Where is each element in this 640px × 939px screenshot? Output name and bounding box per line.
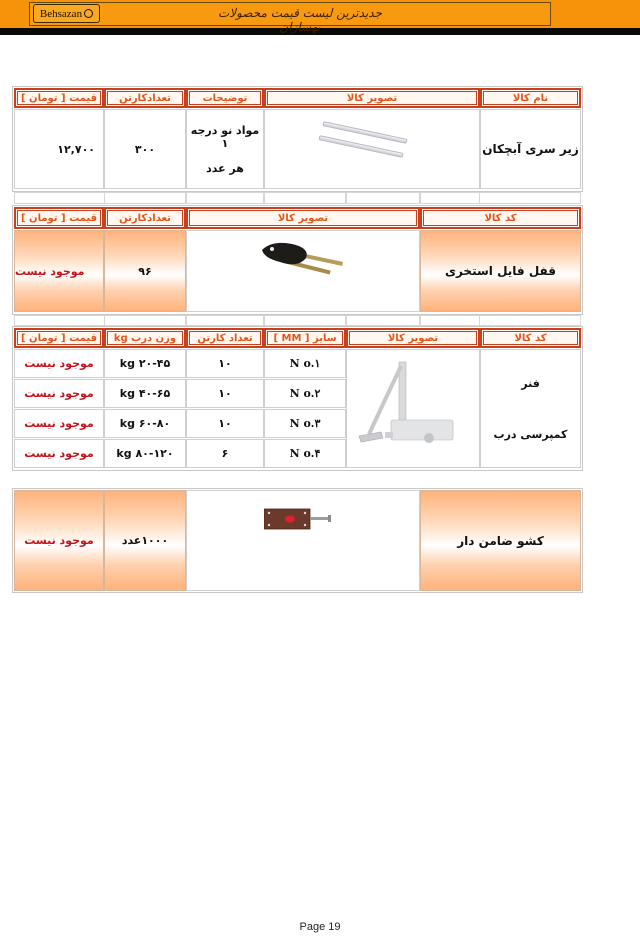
carton-count-cell [104, 230, 186, 312]
spacer-cell [346, 192, 420, 204]
price-cell [14, 230, 104, 312]
size-value: N o.۳ [289, 417, 321, 430]
logo-gear-icon [84, 9, 93, 18]
header-label: قیمت [ تومان ] [21, 92, 98, 104]
carton-count-value: ۱۰ [218, 387, 232, 400]
description-line: هر عدد [206, 161, 244, 175]
out-of-stock-label: موجود نیست [24, 534, 94, 547]
header-label: وزن درب kg [113, 332, 177, 344]
carton-count-value: ۳۰۰ [134, 142, 156, 156]
logo-text: Behsazan [39, 7, 83, 20]
weight-cell [104, 409, 186, 438]
header-carton-count [104, 88, 186, 108]
header-code [480, 328, 581, 348]
header-label: قیمت [ تومان ] [21, 212, 98, 224]
carton-count-value: ۱۰ [218, 417, 232, 430]
description-cell [186, 109, 264, 189]
header-price [14, 207, 104, 229]
spacer-cell [264, 315, 346, 326]
spacer-cell [104, 192, 186, 204]
product-name-line: کمپرسی درب [493, 427, 568, 441]
spacer-cell [420, 315, 480, 326]
header-carton-count [104, 207, 186, 229]
weight-value: ۴۰-۶۵ kg [119, 387, 171, 400]
price-cell [14, 409, 104, 438]
spacer-cell [186, 315, 264, 326]
header-image [186, 207, 420, 229]
image-cell [186, 490, 420, 591]
carton-count-cell [104, 109, 186, 189]
header-name [480, 88, 581, 108]
header-label: نام کالا [512, 92, 549, 104]
price-cell [14, 349, 104, 378]
carton-count-cell [186, 409, 264, 438]
carton-count-cell [186, 349, 264, 378]
weight-value: ۸۰-۱۲۰ kg [116, 447, 174, 460]
weight-cell [104, 379, 186, 408]
size-value: N o.۱ [289, 357, 321, 370]
header-image [264, 88, 480, 108]
spacer-cell [346, 315, 420, 326]
price-cell [14, 439, 104, 468]
weight-value: ۶۰-۸۰ kg [119, 417, 171, 430]
name-cell [420, 490, 581, 591]
carton-count-cell [186, 439, 264, 468]
price-cell [14, 109, 104, 189]
header-label: قیمت [ تومان ] [21, 332, 98, 344]
header-label: سایز [ MM ] [273, 332, 337, 344]
header-door-weight [104, 328, 186, 348]
out-of-stock-label: موجود نیست [24, 417, 94, 430]
weight-value: ۲۰-۴۵ kg [119, 357, 171, 370]
page-title: جدیدترین لیست قیمت محصولات بهسازان [218, 6, 382, 34]
key-image [258, 238, 348, 278]
price-cell [14, 490, 104, 591]
header-label: کد کالا [484, 212, 517, 224]
header-label: تصویر کالا [346, 92, 398, 104]
carton-count-value: ۶ [221, 447, 229, 460]
spacer-cell [186, 192, 264, 204]
spacer-cell [104, 315, 186, 326]
description-line: مواد نو درجه ۱ [190, 123, 260, 150]
size-value: N o.۲ [289, 387, 321, 400]
price-cell [14, 379, 104, 408]
out-of-stock-label: موجود نیست [24, 357, 94, 370]
header-carton-count [186, 328, 264, 348]
carton-count-cell [186, 379, 264, 408]
size-cell [264, 409, 346, 438]
product-name-line: فنر [521, 376, 540, 390]
slide-bolt-image [264, 508, 334, 530]
code-cell [480, 349, 581, 468]
size-cell [264, 349, 346, 378]
header-code [420, 207, 581, 229]
carton-count-cell [104, 490, 186, 591]
header-description [186, 88, 264, 108]
spacer-cell [420, 192, 480, 204]
carton-count-value: ۱۰ [218, 357, 232, 370]
carton-count-value: ۱۰۰۰عدد [121, 534, 169, 547]
header-label: تصویر کالا [277, 212, 329, 224]
header-label: تعدادکارتن [119, 92, 171, 104]
name-cell [480, 109, 581, 189]
header-price [14, 88, 104, 108]
brand-logo [33, 4, 100, 23]
size-cell [264, 379, 346, 408]
header-label: تعداد کارتن [197, 332, 253, 344]
code-cell [420, 230, 581, 312]
header-size [264, 328, 346, 348]
weight-cell [104, 439, 186, 468]
out-of-stock-label: موجود نیست [24, 387, 94, 400]
product-name: زیر سری آبچکان [482, 142, 579, 156]
weight-cell [104, 349, 186, 378]
product-name: قفل فایل استخری [444, 264, 557, 278]
out-of-stock-label: موجود نیست [15, 264, 85, 278]
towel-bar-image [318, 122, 412, 162]
header-price [14, 328, 104, 348]
header-label: تعدادکارتن [119, 212, 171, 224]
page-number: Page 19 [299, 921, 341, 933]
price-value: ۱۲,۷۰۰ [57, 142, 95, 156]
header-label: تصویر کالا [387, 332, 439, 344]
size-cell [264, 439, 346, 468]
door-closer-image [355, 360, 465, 450]
product-name: کشو ضامن دار [457, 533, 544, 548]
header-label: توضیحات [202, 92, 248, 104]
spacer-cell [264, 192, 346, 204]
size-value: N o.۴ [289, 447, 321, 460]
carton-count-value: ۹۶ [138, 264, 152, 278]
out-of-stock-label: موجود نیست [24, 447, 94, 460]
header-image [346, 328, 480, 348]
header-label: کد کالا [514, 332, 547, 344]
